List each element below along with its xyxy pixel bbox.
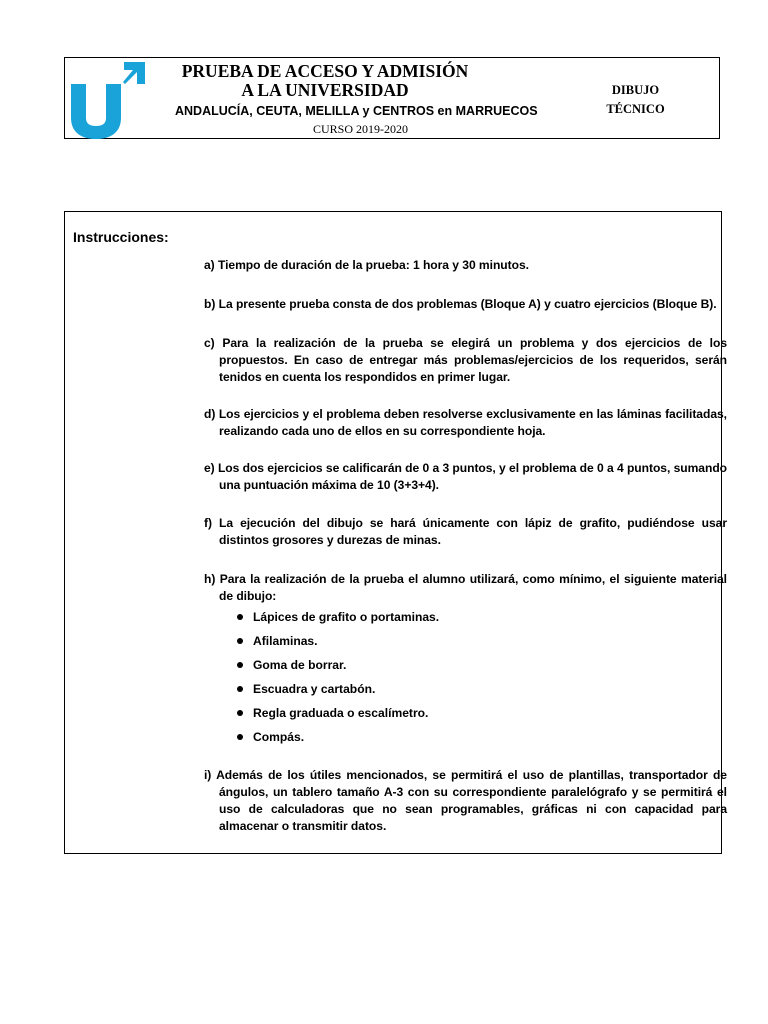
bullet-icon (237, 710, 243, 716)
instructions-box (64, 211, 727, 854)
instruction-d: d) Los ejercicios y el problema deben resolverse exclusivamente en las láminas facilitadas, realizando cada uno de ellos en su correspondiente hoja. (204, 407, 727, 438)
list-item: Regla graduada o escalímetro. (237, 705, 439, 729)
list-item: Escuadra y cartabón. (237, 681, 439, 705)
instruction-a: a) Tiempo de duración de la prueba: 1 hora y 30 minutos. (204, 258, 529, 272)
instruction-f: f) La ejecución del dibujo se hará únicamente con lápiz de grafito, pudiéndose usar distintos grosores y durezas de minas. (204, 516, 727, 547)
instruction-h: h) Para la realización de la prueba el alumno utilizará, como mínimo, el siguiente material de dibujo: (204, 572, 727, 603)
course-year: CURSO 2019-2020 (313, 122, 409, 136)
list-item: Lápices de grafito o portaminas. (237, 609, 439, 633)
list-item: Goma de borrar. (237, 657, 439, 681)
materials-list (237, 609, 439, 753)
university-logo-icon (69, 60, 147, 140)
instruction-i: i) Además de los útiles mencionados, se permitirá el uso de plantillas, transportador de ángulos, un tablero tamaño A-3 con su correspondiente paralelógrafo y se permitirá el uso de calculadoras que no sean programables, gráficas ni con capacidad para almacenar o transmitir datos. (204, 768, 727, 833)
list-item: Compás. (237, 729, 439, 753)
bullet-icon (237, 734, 243, 740)
instructions-heading: Instrucciones: (73, 229, 169, 245)
instruction-e: e) Los dos ejercicios se calificarán de 0 a 3 puntos, y el problema de 0 a 4 puntos, sumando una puntuación máxima de 10 (3+3+4). (204, 461, 727, 492)
instruction-c: c) Para la realización de la prueba se elegirá un problema y dos ejercicios de los propuestos. En caso de entregar más problemas/ejercicios de los requeridos, serán tenidos en cuenta los respondidos en primer lugar. (204, 336, 727, 384)
bullet-icon (237, 686, 243, 692)
bullet-icon (237, 614, 243, 620)
region-subtitle: ANDALUCÍA, CEUTA, MELILLA y CENTROS en MARRUECOS (175, 104, 538, 118)
exam-header (64, 57, 720, 139)
exam-title: PRUEBA DE ACCESO Y ADMISIÓN A LA UNIVERSIDAD (181, 61, 469, 100)
bullet-icon (237, 638, 243, 644)
instruction-b: b) La presente prueba consta de dos problemas (Bloque A) y cuatro ejercicios (Bloque B). (204, 297, 717, 311)
list-item: Afilaminas. (237, 633, 439, 657)
subject-name: DIBUJO TÉCNICO (606, 83, 665, 116)
bullet-icon (237, 662, 243, 668)
